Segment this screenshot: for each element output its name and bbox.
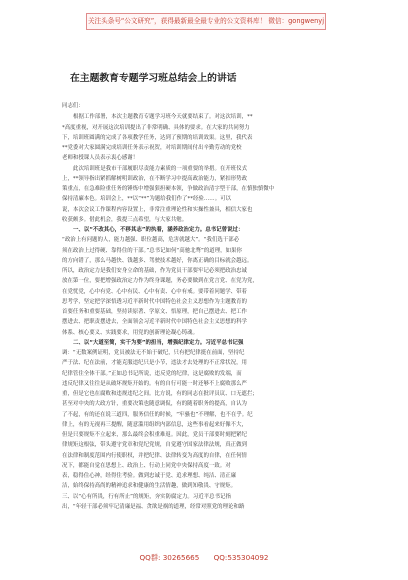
body-line: 违反纪律又往往是从破坏规矩开始的。有的自行可能一时还够不上腐败那么严: [62, 380, 247, 387]
body-line: 严于法、纪在法前，才能克服违纪只是小节，违法才去处理的不正常状况，用: [62, 360, 247, 367]
document-title: 在主题教育专题学习班总结会上的讲话: [70, 73, 237, 84]
body-line: 所以，政治定力是我们安身立命的基础，作为党员干部要牢记必须把政治忠诚: [62, 268, 247, 274]
body-line: 放在第一位，要把增强政治定力作为终身课题，务必要做到在党言党、在党为党，: [62, 278, 258, 285]
body-line: 况下，都能自觉在思想上、政治上、行动上同党中央保持高度一致。对: [62, 462, 231, 469]
body-line: 在党忧党，心中有党、心中有民、心中有责、心中有戒。要带着问题学、带着: [62, 288, 247, 295]
body-line: 的方向错了，那么马越快、钱越多、驾驶技术越好，你离正确的目标就会越远。: [62, 257, 253, 264]
body-line: 保持清廉本色。培训会上，**以“**”为题给我们作了**经验……。可以: [62, 196, 232, 203]
body-line: 老师和授课人员表示衷心感谢！: [62, 155, 139, 162]
body-line: 思考学，坚定把学深悟透习近平新时代中国特色社会主义思想作为主题教育的: [62, 298, 247, 305]
body-line: 律规矩这根弦，带头遵守党章和党纪党规，自觉遵守国家法律法规，真正做到: [62, 442, 247, 449]
body-line: 律上，有的无视再三提醒，随意滥用组织内部信息，这些事看起来好像不大，: [62, 421, 247, 428]
body-line: 但是只要规矩不立起来，那么最终会积重难返。因此，党员干部要时刻把紧纪: [62, 432, 247, 438]
body-line: 表，稳得住心神，经得住考验。做到忠诚于党、追求理想、纯洁、清正廉: [62, 473, 237, 479]
promo-banner: 关注头条号“公文研究”，获得最新最全最专业的公文资料库！ 微信：gongwenyj: [86, 13, 326, 30]
body-line: 上，**领导指出紧抓解树明训政治，在不断学习中提高政治能力，紧扣形势政: [62, 175, 248, 182]
document-body: [62, 101, 354, 512]
section-heading-line: 一、以“不改其心，不移其志”的执着，涵养政治定力。总书记曾说过：: [73, 227, 244, 233]
body-line: 下，培训班圆满的完成了各项教学任务，达到了预期的培训效果。这里，我代表: [62, 134, 253, 141]
body-line: 在法律和制度范围内行使职权，并把纪律、法律转变为高度的自律，在任何情: [62, 452, 247, 459]
body-line: 摆进去、把职责摆进去，全面领会习近平新时代中国特色社会主义思想的科学: [62, 319, 247, 326]
body-line: 根据工作部署，本次主题教育专题学习班今天就要结束了。对这次培训，**: [73, 114, 253, 121]
body-line: 甚至对中央的大政方针，重要决策也随意调侃，有的随着职务的提高，自认为: [62, 401, 247, 408]
body-line: 洁，始终保持高尚的精神追求和健康的生活情趣，做到知敬畏、守规矩。: [62, 483, 237, 490]
body-line: 调：“无数案例证明，党员被法无不始于破纪，只有把纪律挺在前面，坚持纪: [62, 350, 245, 356]
body-line: 首要任务和重要基础，坚持读原著、学原文、悟原理，把自己摆进去、把工作: [62, 309, 247, 315]
body-line: *高度重视，对开展这次培训提出了非常明确、具体的要求。在大家的共同努力: [62, 124, 250, 131]
body-line: 说，本次会议工作课程内容设置上，非常注重理论性和实操性兼具，相信大家也: [62, 206, 253, 213]
body-line: 此次培训班是我市干部履职尽责能力素质的一项重要的举措。在开班仪式: [73, 165, 248, 172]
qq-number-text: QQ:535304092: [213, 553, 269, 562]
body-line: 须在政治上过得硬、靠得住的干部。”总书记如何“高驰北骛”的道理，如果你: [62, 247, 242, 254]
body-line: 纪律管住全体干部。”正如总书记所说，违反党的纪律，这是腐败的发端，而: [62, 370, 242, 377]
body-line: 出，“年轻干部必须牢记清廉是福、贪欲是祸的道理，经常对照党的理论和路: [62, 503, 245, 510]
salutation: 同志们：: [62, 103, 84, 109]
section-heading-line: 二、以“大道至简，实干为要”的担当，增强纪律定力。习近平总书记强: [73, 339, 244, 346]
body-line: **党委对大家圆满完成培训任务表示祝贺，对培训期间付出辛勤劳动的党校: [62, 145, 242, 151]
contact-footer: [0, 553, 408, 563]
body-line: 三、以“心有所畏，行有所止”的规矩，夯实防腐定力。习近平总书记指: [62, 493, 231, 500]
body-line: 策重点，在急难险重任务的锤炼中增强狠担硬本领，争做政治清字型干部，在慎独慎微中: [62, 186, 275, 192]
body-line: 体系、核心要义、实践要求，用党的创新理论凝心铸魂。: [62, 329, 199, 336]
body-line: 了不起，有的还在说三道四，服务信任的时候，“牢骚也”不理解，也不在乎。纪: [62, 411, 253, 418]
qq-group-text: QQ群: 30265665: [139, 553, 200, 562]
body-line: “政治上有问题的人，能力越强、职位越高，危害就越大”。“我们选干部必: [62, 237, 240, 244]
body-line: 重，但是它也在腐败和违规违纪之间。比方说，有的同志在批评员议、口无遮拦；: [62, 391, 258, 397]
body-line: 收获颇多。借此机会，我提三点希望，与大家共勉。: [62, 216, 188, 223]
